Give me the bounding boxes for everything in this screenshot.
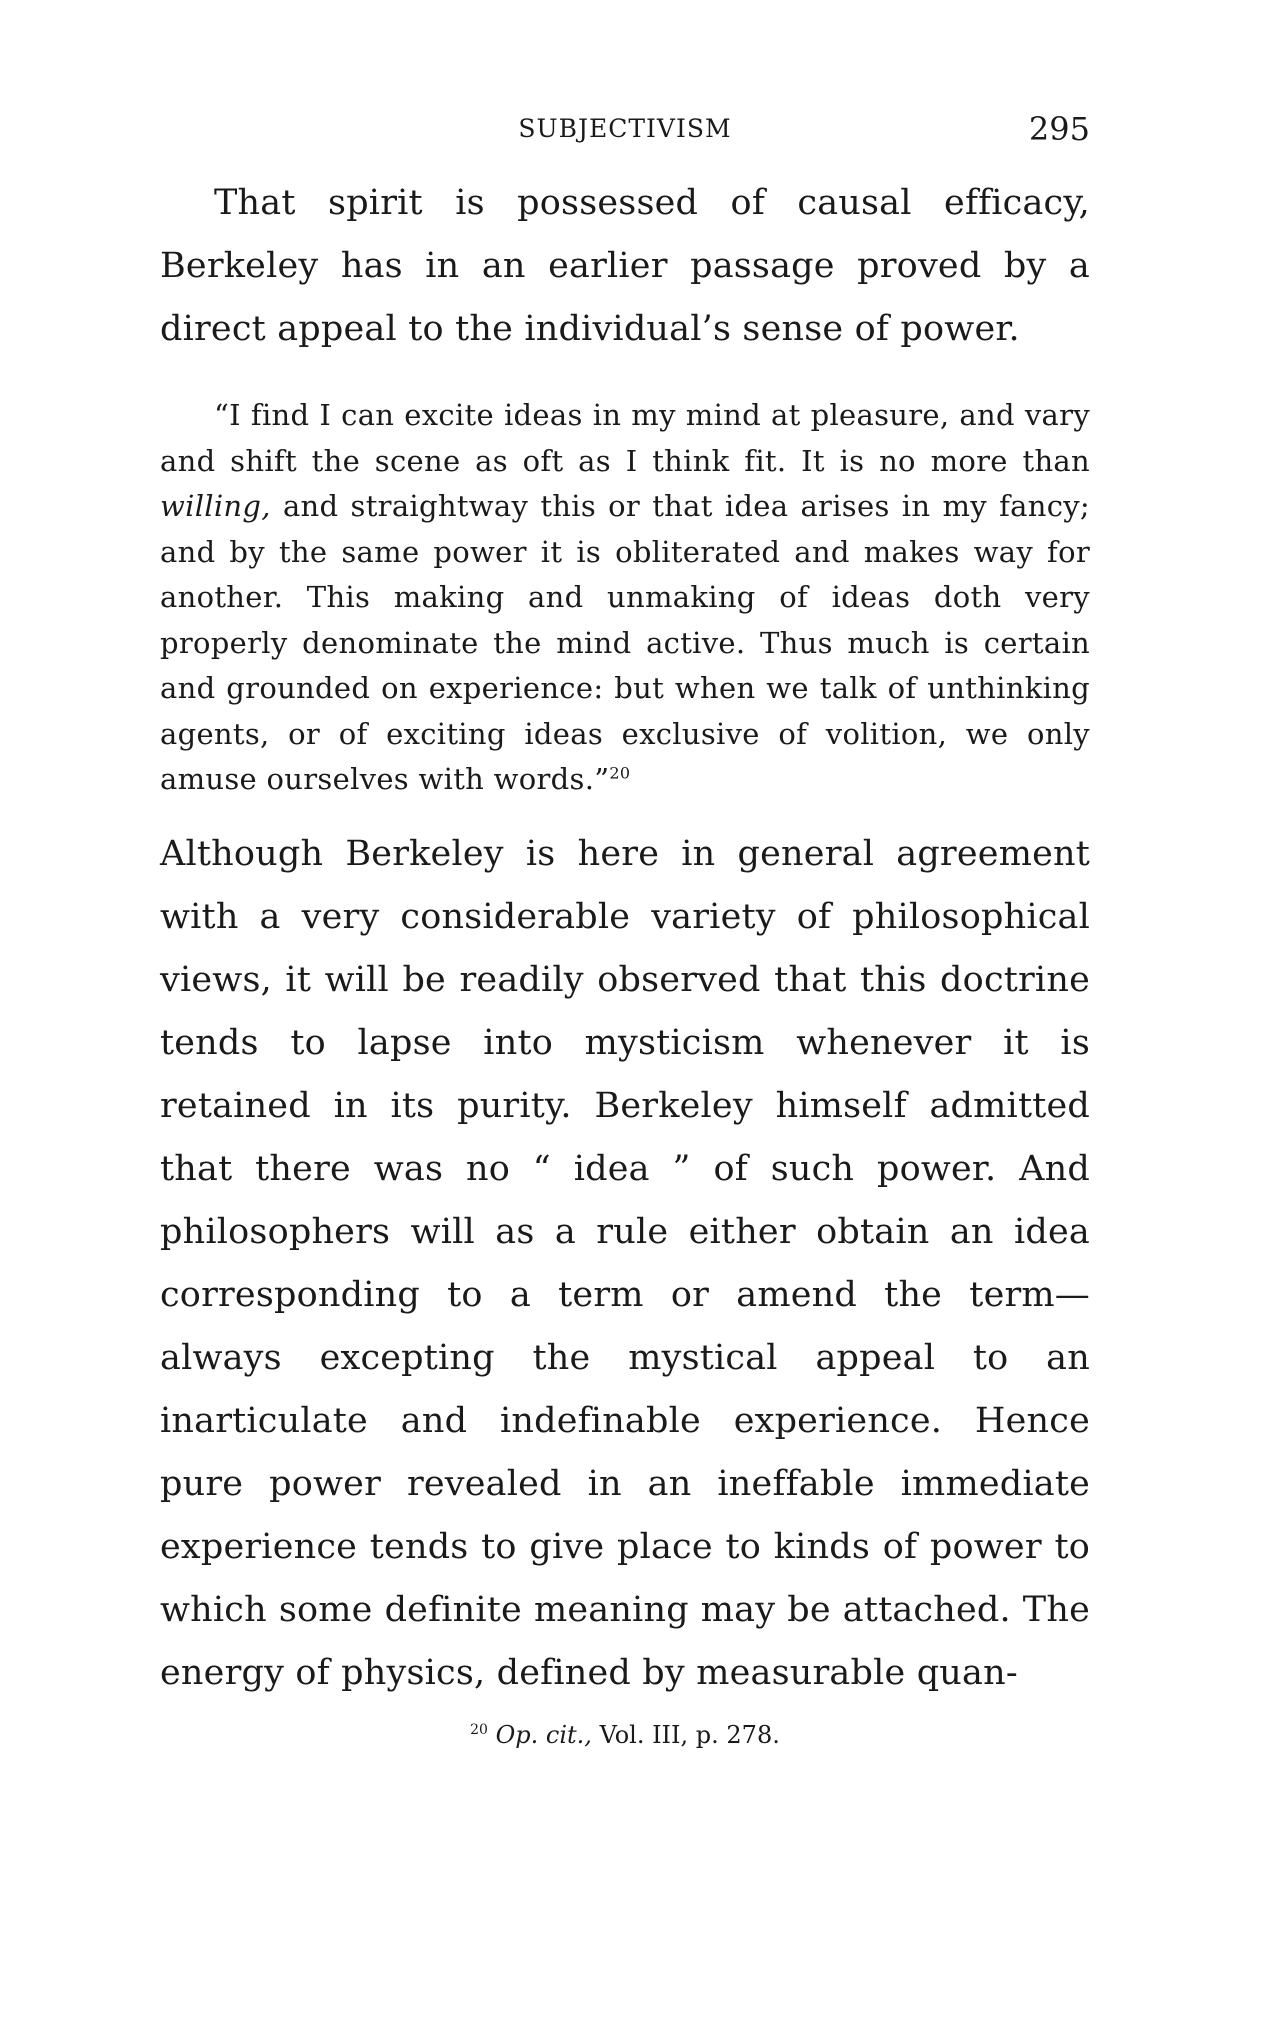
- paragraph-main: Although Berkeley is here in general agreement with a very considerable variety of philosophical views, it will be readily observed that this doctrine tends to lapse into mysticism whenever it is retained in its purity. Berkeley himself admitted that there was no “ idea ” of such power. And philosophers will as a rule either obtain an idea corresponding to a term or amend the term—always excepting the mystical appeal to an inarticulate and indefinable experience. Hence pure power revealed in an ineffable immediate experience tends to give place to kinds of power to which some definite meaning may be attached. The energy of physics, defined by measurable quan-: [160, 833, 1090, 1693]
- footnote-citation: Vol. III, p. 278.: [591, 1720, 780, 1749]
- quote-text-start: “I find I can excite ideas in my mind at pleasure, and vary and shift the scene as oft as I think fit. It is no more than: [160, 398, 1090, 478]
- block-quote: [160, 393, 1090, 803]
- footnote-reference: 20: [609, 763, 631, 783]
- quote-text-end: and straightway this or that idea arises in my fancy; and by the same power it is obliterated and makes way for another. This making and unmaking of ideas doth very properly denominate the mind active. Thus much is certain and grounded on experience: but when we talk of unthinking agents, or of exciting ideas exclusive of volition, we only amuse ourselves with words.”: [160, 489, 1090, 796]
- paragraph-intro: That spirit is possessed of causal efficacy, Berkeley has in an earlier passage proved by a direct appeal to the individual’s sense of power.: [160, 183, 1090, 349]
- book-page: [160, 110, 1090, 1755]
- page-number: 295: [1028, 110, 1090, 148]
- running-head: [160, 110, 1090, 158]
- footnote: [160, 1715, 1090, 1755]
- running-title: SUBJECTIVISM: [518, 114, 732, 143]
- quote-italic-word: willing,: [160, 489, 271, 523]
- footnote-citation-italic: Op. cit.,: [495, 1720, 592, 1749]
- footnote-mark: 20: [470, 1721, 488, 1738]
